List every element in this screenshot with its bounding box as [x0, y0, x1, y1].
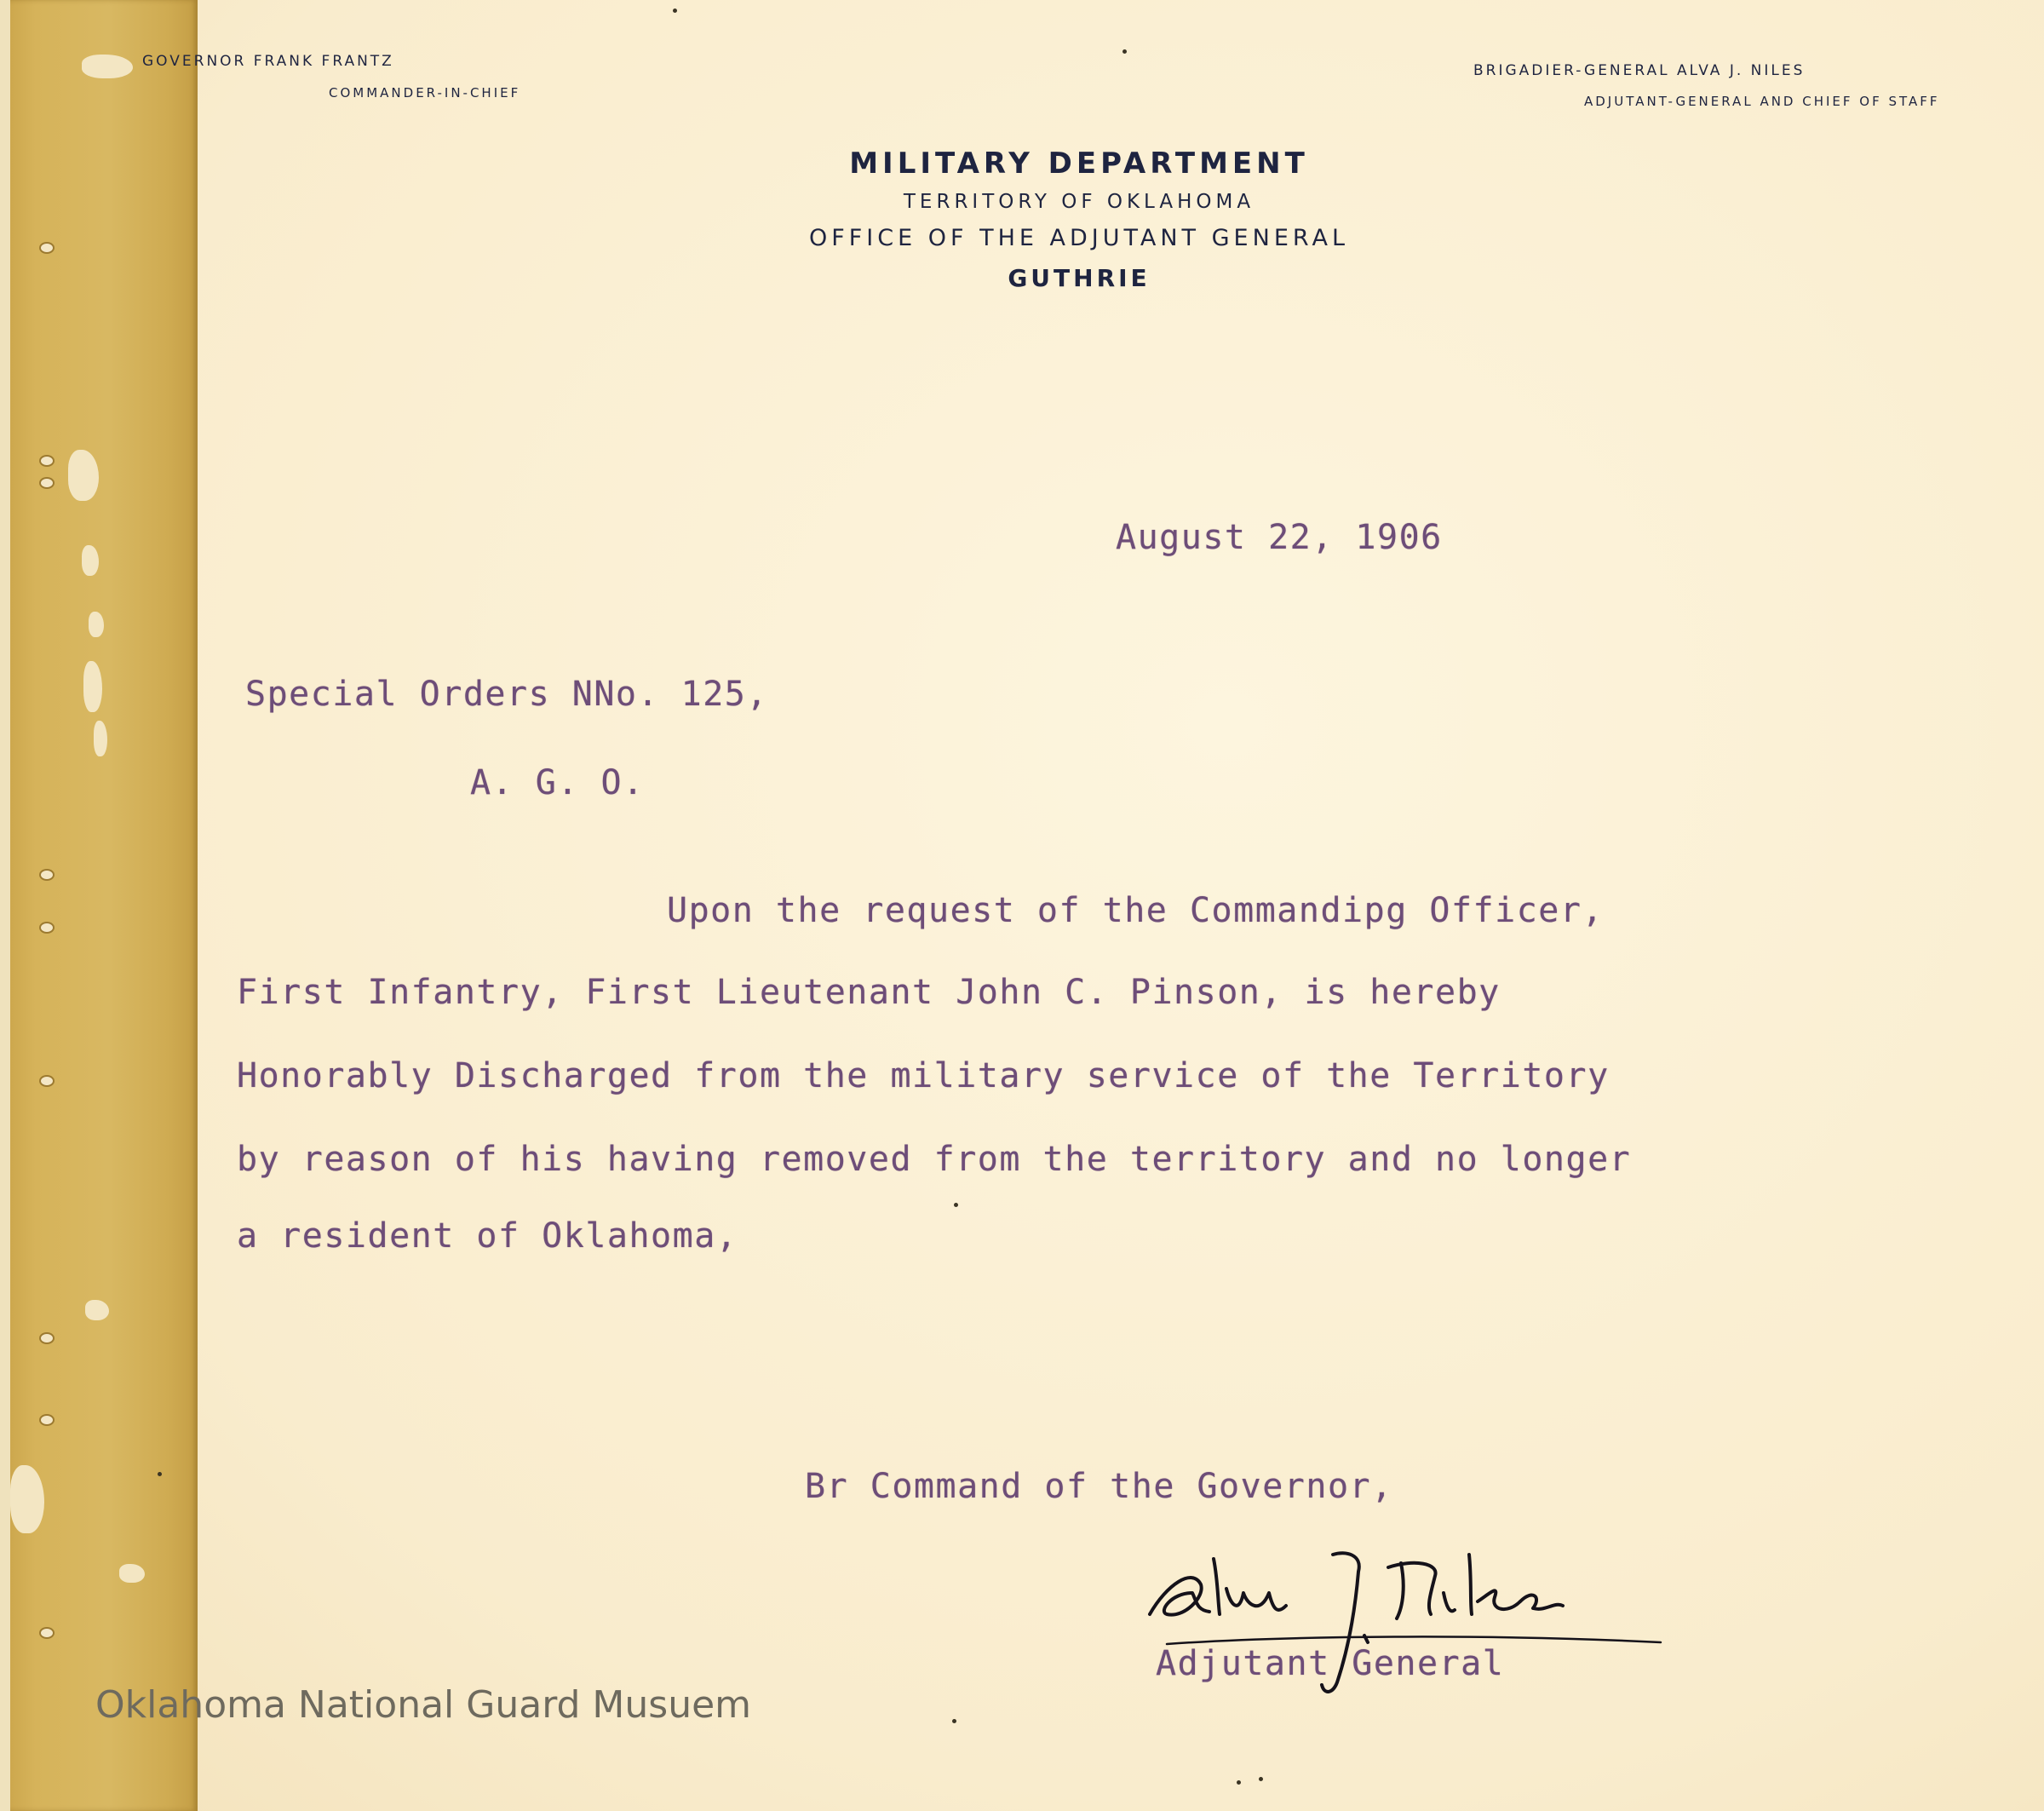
- letterhead-governor-title: COMMANDER-IN-CHIEF: [329, 85, 521, 101]
- office-abbreviation: A. G. O.: [470, 763, 645, 802]
- paper-speck: [1259, 1777, 1263, 1781]
- body-line: First Infantry, First Lieutenant John C. Pinson, is hereby: [237, 973, 1501, 1012]
- tape-wear-spot: [94, 721, 107, 756]
- letterhead-department: MILITARY DEPARTMENT: [849, 147, 1309, 181]
- letterhead-city: GUTHRIE: [1008, 264, 1151, 292]
- paper-speck: [952, 1719, 956, 1723]
- body-line: a resident of Oklahoma,: [237, 1216, 738, 1256]
- tape-wear-spot: [85, 1300, 109, 1320]
- body-line: by reason of his having removed from the territory and no longer: [237, 1140, 1632, 1179]
- punch-hole: [41, 479, 53, 487]
- tape-wear-spot: [119, 1564, 145, 1583]
- body-line: Honorably Discharged from the military service of the Territory: [237, 1056, 1610, 1095]
- letterhead-governor-name: GOVERNOR FRANK FRANTZ: [142, 53, 394, 70]
- letterhead-territory: TERRITORY OF OKLAHOMA: [903, 191, 1255, 213]
- tape-wear-spot: [89, 612, 104, 637]
- punch-hole: [41, 1416, 53, 1424]
- paper-speck: [1122, 49, 1127, 54]
- body-line: Upon the request of the Commandipg Officer,: [667, 891, 1605, 930]
- paper-speck: [158, 1472, 162, 1476]
- letter-date: August 22, 1906: [1116, 518, 1443, 557]
- museum-watermark: Oklahoma National Guard Musuem: [95, 1683, 752, 1727]
- letterhead-general-name: BRIGADIER-GENERAL ALVA J. NILES: [1473, 62, 1806, 79]
- closing-line: Br Command of the Governor,: [805, 1467, 1393, 1506]
- punch-hole: [41, 1334, 53, 1342]
- letterhead-general-title: ADJUTANT-GENERAL AND CHIEF OF STAFF: [1584, 94, 1940, 109]
- tape-wear-spot: [68, 450, 99, 501]
- punch-hole: [41, 1629, 53, 1637]
- tape-wear-spot: [82, 55, 133, 78]
- tape-wear-spot: [83, 661, 102, 712]
- special-order-number: Special Orders NNo. 125,: [245, 675, 768, 714]
- letterhead-office: OFFICE OF THE ADJUTANT GENERAL: [808, 225, 1350, 251]
- paper-speck: [673, 9, 677, 13]
- punch-hole: [41, 923, 53, 932]
- paper-speck: [954, 1203, 958, 1207]
- paper-speck: [1237, 1780, 1241, 1785]
- punch-hole: [41, 871, 53, 879]
- signer-title: Adjutant General: [1156, 1644, 1505, 1683]
- punch-hole: [41, 457, 53, 465]
- punch-hole: [41, 1077, 53, 1085]
- tape-wear-spot: [10, 1465, 44, 1533]
- tape-wear-spot: [82, 545, 99, 576]
